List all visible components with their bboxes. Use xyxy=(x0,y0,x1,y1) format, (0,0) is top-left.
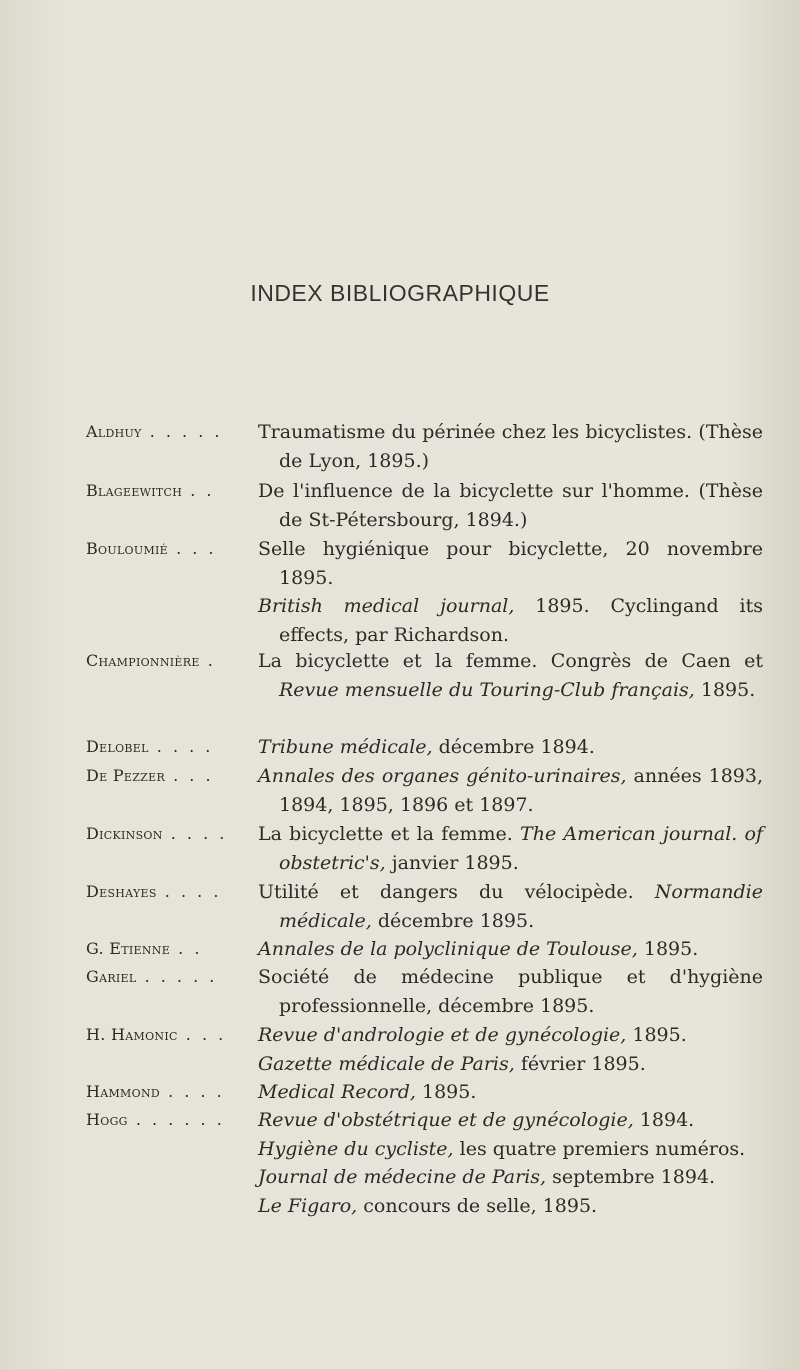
journal-title: Gazette médicale de Paris, xyxy=(258,1052,515,1075)
reference-text: Selle hygiénique pour bicyclette, 20 novembre 1895. xyxy=(258,538,763,589)
leader-dots: . . xyxy=(170,939,203,958)
leader-dots: . . . xyxy=(177,1025,227,1044)
reference-text: La bicyclette et la femme. xyxy=(258,823,521,845)
author-label: Hogg xyxy=(86,1110,128,1129)
reference-text: Traumatisme du périnée chez les bicyclistes. (Thèse de Lyon, 1895.) xyxy=(258,421,763,472)
reference xyxy=(258,535,763,592)
reference-list xyxy=(258,535,763,649)
author-label: Gariel xyxy=(86,967,137,986)
reference-text: septembre 1894. xyxy=(546,1166,716,1188)
author-name xyxy=(86,1106,266,1134)
reference xyxy=(258,963,763,1020)
reference-text: décembre 1895. xyxy=(371,909,535,932)
author-label: Hammond xyxy=(86,1082,160,1101)
author-name xyxy=(86,418,266,446)
reference-text: 1895. xyxy=(694,678,756,701)
journal-title: British medical journal, xyxy=(258,595,515,617)
reference-text: Société de médecine publique et d'hygiène professionnelle, décembre 1895. xyxy=(258,966,763,1017)
journal-title: Le Figaro, xyxy=(258,1194,358,1217)
author-name xyxy=(86,820,266,848)
reference-list xyxy=(258,1106,763,1220)
reference-text: décembre 1894. xyxy=(432,736,595,758)
reference xyxy=(258,647,763,704)
leader-dots: . . . xyxy=(165,766,214,785)
author-label: Bouloumié xyxy=(86,539,168,558)
reference-list xyxy=(258,418,763,475)
reference xyxy=(258,1106,763,1135)
leader-dots: . . . . xyxy=(148,737,214,756)
leader-dots: . . . xyxy=(167,539,217,558)
reference xyxy=(258,820,763,877)
reference xyxy=(258,1163,763,1192)
reference xyxy=(258,1078,763,1107)
leader-dots: . . xyxy=(182,481,215,500)
author-label: Delobel xyxy=(86,737,149,756)
reference xyxy=(258,878,763,935)
reference-list xyxy=(258,477,763,534)
reference-list xyxy=(258,1078,763,1107)
author-name xyxy=(86,733,266,761)
reference-text: années 1893, 1894, 1895, 1896 et 1897. xyxy=(279,765,763,816)
reference-list xyxy=(258,762,763,819)
reference-list xyxy=(258,733,763,762)
author-label: Blageewitch xyxy=(86,481,183,500)
reference-list xyxy=(258,1021,763,1078)
reference xyxy=(258,592,764,649)
reference-text: les quatre premiers numéros. xyxy=(453,1137,746,1160)
reference-text: 1895. xyxy=(415,1081,477,1103)
leader-dots: . . . . . . xyxy=(127,1110,225,1129)
author-label: Deshayes xyxy=(86,882,157,901)
author-name xyxy=(86,878,266,906)
reference-text: janvier 1895. xyxy=(385,851,519,874)
reference-list xyxy=(258,963,763,1020)
author-label: De Pezzer xyxy=(86,766,166,785)
author-label: Championnière xyxy=(86,651,200,670)
reference-list xyxy=(258,820,763,877)
journal-title: Medical Record, xyxy=(258,1081,416,1103)
reference-text: De l'influence de la bicyclette sur l'homme. (Thèse de St-Pétersbourg, 1894.) xyxy=(258,480,763,531)
author-label: H. Hamonic xyxy=(86,1025,178,1044)
reference xyxy=(258,1050,763,1079)
leader-dots: . . . . . xyxy=(141,422,223,441)
author-name xyxy=(86,963,266,991)
author-label: Dickinson xyxy=(86,824,163,843)
reference-text: 1894. xyxy=(633,1109,695,1131)
journal-title: Hygiène du cycliste, xyxy=(258,1137,454,1160)
reference-text: La bicyclette et la femme. Congrès de Caen et xyxy=(258,650,763,672)
author-name xyxy=(86,477,266,505)
reference xyxy=(258,1021,763,1050)
author-label: Aldhuy xyxy=(86,422,142,441)
reference xyxy=(258,418,763,475)
journal-title: The American journal. of obstetric's, xyxy=(279,823,763,874)
leader-dots: . . . . xyxy=(162,824,228,843)
reference xyxy=(258,762,763,819)
journal-title: Annales des organes génito-urinaires, xyxy=(258,765,627,787)
reference-text: 1895. xyxy=(626,1024,687,1046)
author-name xyxy=(86,1078,266,1106)
reference-list xyxy=(258,935,763,964)
journal-title: Revue d'andrologie et de gynécologie, xyxy=(258,1024,627,1046)
journal-title: Journal de médecine de Paris, xyxy=(258,1166,547,1188)
reference xyxy=(258,733,763,762)
reference-text: 1895. Cyclingand its effects, par Richardson. xyxy=(279,595,764,646)
leader-dots: . . . . xyxy=(160,1082,225,1101)
author-name xyxy=(86,935,266,963)
journal-title: Revue mensuelle du Touring-Club français, xyxy=(279,678,695,701)
reference-text: février 1895. xyxy=(514,1052,646,1075)
reference-list xyxy=(258,878,763,935)
author-label: G. Etienne xyxy=(86,939,171,958)
reference-text: concours de selle, 1895. xyxy=(357,1194,598,1217)
reference xyxy=(258,1192,763,1221)
leader-dots: . . . . xyxy=(156,882,222,901)
leader-dots: . . . . . xyxy=(136,967,218,986)
reference xyxy=(258,935,763,964)
reference-text: 1895. xyxy=(637,938,699,960)
journal-title: Tribune médicale, xyxy=(258,736,433,758)
journal-title: Normandie médicale, xyxy=(279,881,763,932)
reference xyxy=(258,477,763,534)
reference xyxy=(258,1135,763,1164)
author-name xyxy=(86,1021,266,1049)
author-name xyxy=(86,647,266,675)
leader-dots: . xyxy=(199,651,216,670)
journal-title: Annales de la polyclinique de Toulouse, xyxy=(258,938,638,960)
author-name xyxy=(86,762,266,790)
reference-list xyxy=(258,647,763,704)
page-title: INDEX BIBLIOGRAPHIQUE xyxy=(250,280,550,306)
journal-title: Revue d'obstétrique et de gynécologie, xyxy=(258,1109,634,1131)
reference-text: Utilité et dangers du vélocipède. xyxy=(258,881,655,903)
author-name xyxy=(86,535,266,563)
